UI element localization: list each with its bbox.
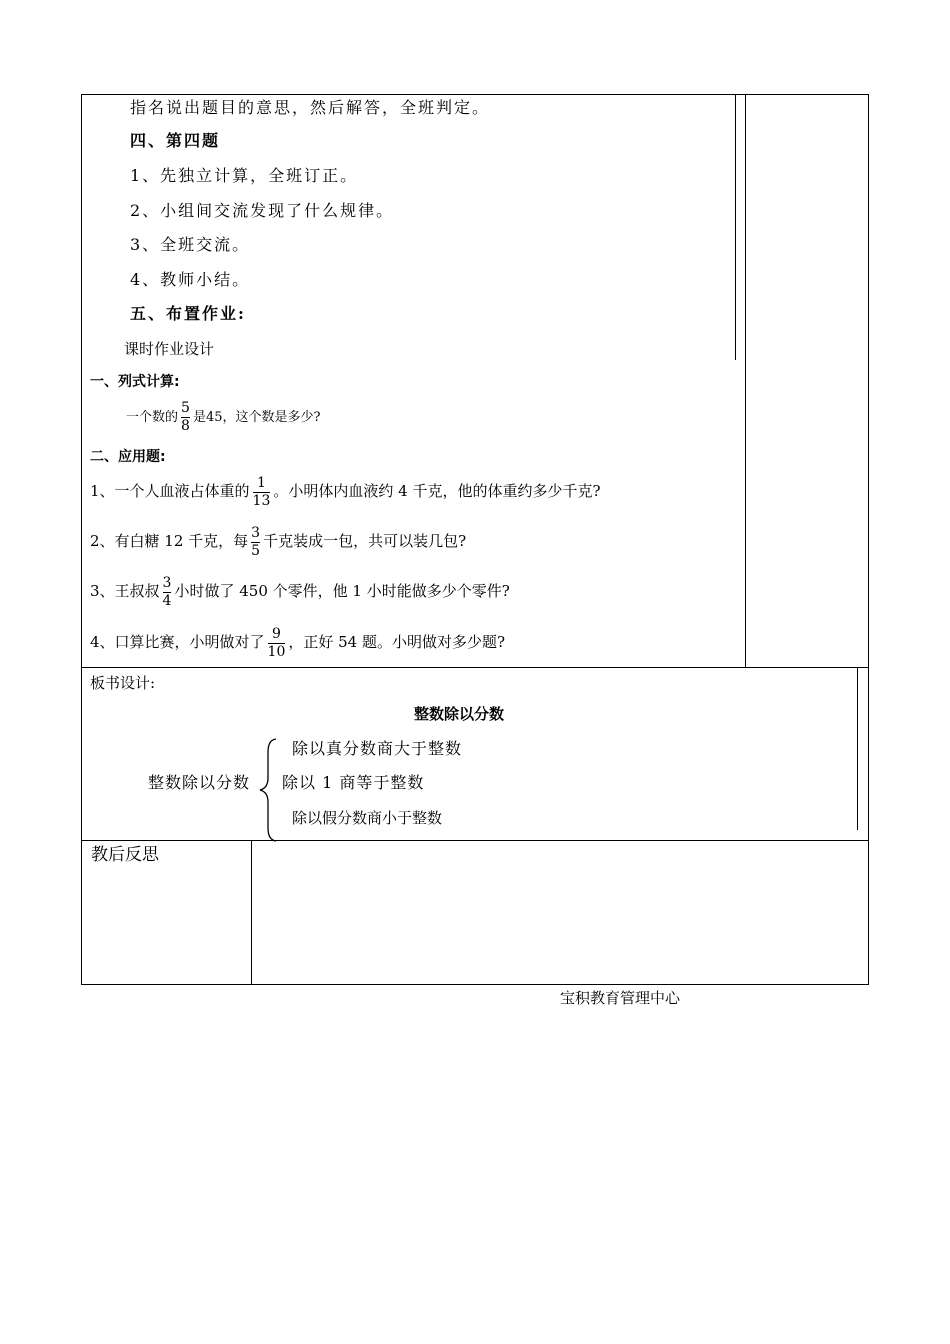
fraction-denominator: 10 xyxy=(267,643,286,660)
homework-label: 课时作业设计 xyxy=(124,340,215,358)
fraction-numerator: 3 xyxy=(251,524,261,541)
board-title: 整数除以分数 xyxy=(414,705,505,723)
question-0-text-after: 是45，这个数是多少? xyxy=(192,410,321,425)
fraction-denominator: 4 xyxy=(162,592,172,609)
right-column-divider xyxy=(745,94,746,668)
reflection-divider xyxy=(251,840,252,985)
fraction-9-10 xyxy=(268,626,286,661)
question-4 xyxy=(90,622,505,662)
instruction-line: 指名说出题目的意思，然后解答，全班判定。 xyxy=(130,98,491,117)
footer-organization: 宝积教育管理中心 xyxy=(560,989,681,1007)
question-1-text-after: 。小明体内血液约 4 千克，他的体重约多少千克? xyxy=(273,482,601,500)
row-divider-1 xyxy=(81,667,869,668)
board-root-topic: 整数除以分数 xyxy=(148,773,251,792)
question-0-text-before: 一个数的 xyxy=(126,410,179,425)
step-1: 1、先独立计算，全班订正。 xyxy=(130,166,359,185)
question-2 xyxy=(90,521,466,561)
question-3-text-after: 小时做了 450 个零件，他 1 小时能做多少个零件? xyxy=(174,582,510,600)
table-border-right xyxy=(868,94,869,985)
table-border-top xyxy=(81,94,869,95)
row-divider-2 xyxy=(81,840,869,841)
step-3: 3、全班交流。 xyxy=(130,235,251,254)
fraction-denominator: 8 xyxy=(181,418,190,434)
fraction-denominator: 13 xyxy=(252,492,271,509)
board-design-label: 板书设计: xyxy=(90,674,156,692)
step-2: 2、小组间交流发现了什么规律。 xyxy=(130,201,395,220)
question-0 xyxy=(126,398,320,438)
fraction-numerator: 9 xyxy=(272,625,281,642)
table-border-left xyxy=(81,94,82,985)
board-branch-1: 除以真分数商大于整数 xyxy=(292,739,463,758)
curly-brace xyxy=(256,738,280,842)
fraction-3-4 xyxy=(163,575,172,610)
inner-divider-short xyxy=(735,94,736,360)
question-3 xyxy=(90,571,510,611)
part-1-title: 一、列式计算: xyxy=(90,374,180,390)
board-branch-3: 除以假分数商小于整数 xyxy=(292,809,443,827)
board-branch-2: 除以 1 商等于整数 xyxy=(282,773,425,792)
question-1 xyxy=(90,471,601,511)
fraction-5-8 xyxy=(181,400,190,435)
board-inner-divider xyxy=(857,668,858,830)
table-border-bottom xyxy=(81,984,869,985)
part-2-title: 二、应用题: xyxy=(90,449,166,465)
fraction-denominator: 5 xyxy=(251,542,261,559)
section-4-title: 四、第四题 xyxy=(130,131,221,150)
reflection-label: 教后反思 xyxy=(91,845,159,865)
question-4-text-before: 4、口算比赛，小明做对了 xyxy=(90,633,265,651)
fraction-numerator: 5 xyxy=(181,400,190,416)
question-2-text-after: 千克装成一包，共可以装几包? xyxy=(263,532,467,550)
fraction-numerator: 1 xyxy=(257,474,266,491)
question-4-text-after: ，正好 54 题。小明做对多少题? xyxy=(288,633,506,651)
question-3-text-before: 3、王叔叔 xyxy=(90,582,160,600)
section-5-title: 五、布置作业: xyxy=(130,304,246,323)
fraction-1-13 xyxy=(253,475,271,510)
fraction-numerator: 3 xyxy=(162,574,172,591)
question-1-text-before: 1、一个人血液占体重的 xyxy=(90,482,250,500)
step-4: 4、教师小结。 xyxy=(130,270,251,289)
fraction-3-5 xyxy=(251,525,260,560)
question-2-text-before: 2、有白糖 12 千克，每 xyxy=(90,532,249,550)
